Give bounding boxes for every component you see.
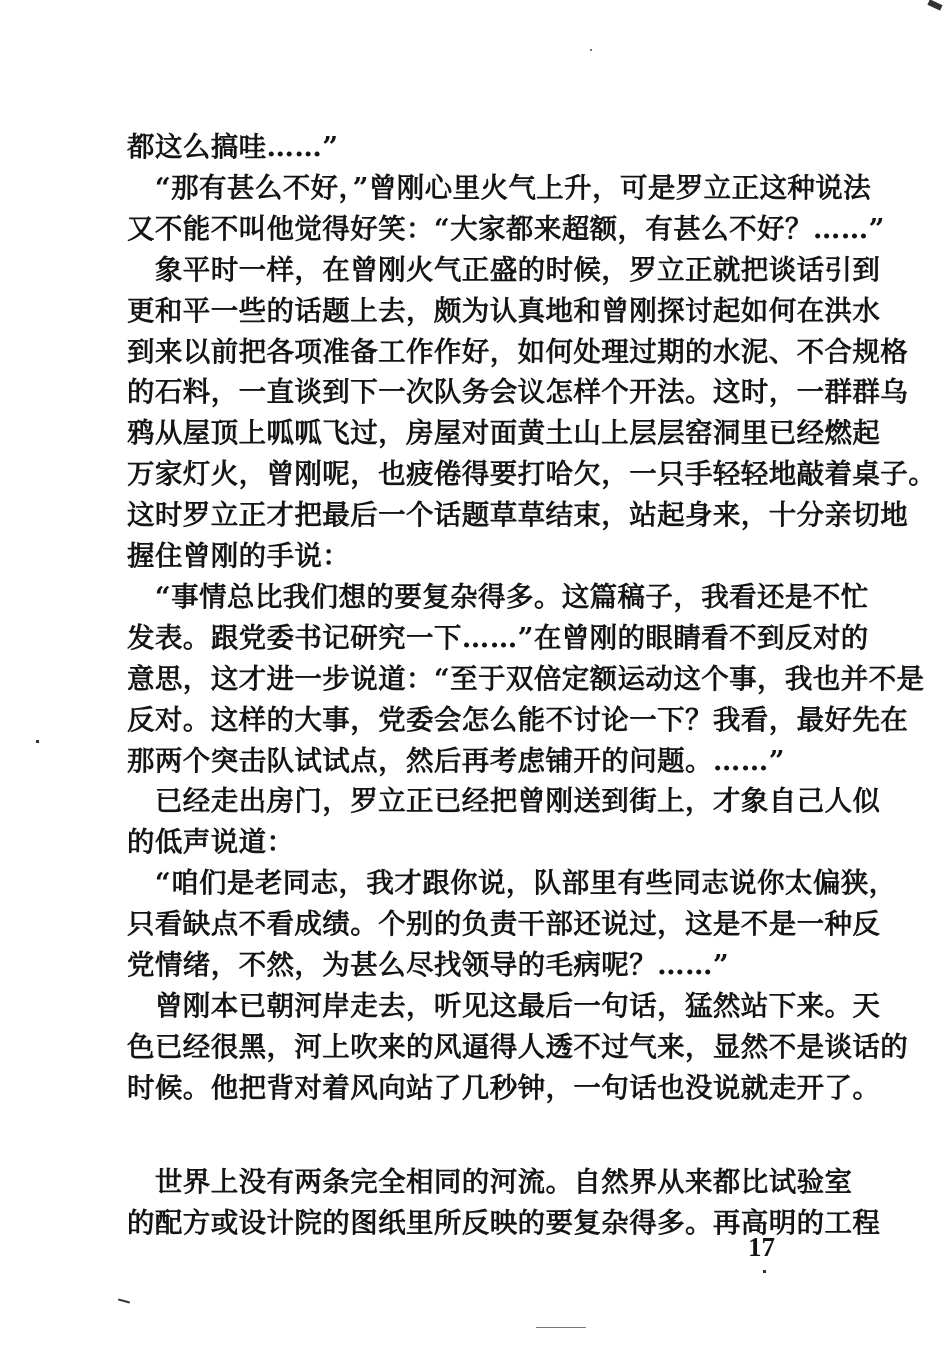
text-line: 的石料，一直谈到下一次队务会议怎样个开法。这时，一群群乌 (127, 376, 909, 409)
text-line: 只看缺点不看成绩。个别的负责干部还说过，这是不是一种反 (127, 908, 881, 941)
text-line: 又不能不叫他觉得好笑：“大家都来超额，有甚么不好？……” (127, 212, 885, 245)
text-line: 的低声说道： (127, 826, 295, 859)
scan-speck (590, 49, 592, 51)
text-line: 万家灯火，曾刚呢，也疲倦得要打哈欠，一只手轻轻地敲着桌子。 (127, 458, 937, 491)
text-line: 已经走出房门，罗立正已经把曾刚送到街上，才象自己人似 (127, 785, 881, 818)
text-line: 色已经很黑，河上吹来的风逼得人透不过气来，显然不是谈话的 (127, 1030, 909, 1063)
text-line: 世界上没有两条完全相同的河流。自然界从来都比试验室 (127, 1165, 853, 1198)
text-line: 那两个突击队试试点，然后再考虑铺开的问题。……” (127, 744, 785, 777)
scan-speck (763, 1270, 766, 1273)
text-line: “咱们是老同志，我才跟你说，队部里有些同志说你太偏狭， (127, 867, 897, 900)
text-line: 曾刚本已朝河岸走去，听见这最后一句话，猛然站下来。天 (127, 989, 881, 1022)
text-line: 的配方或设计院的图纸里所反映的要复杂得多。再高明的工程 (127, 1206, 881, 1239)
text-line: 反对。这样的大事，党委会怎么能不讨论一下？我看，最好先在 (127, 703, 909, 736)
text-line: 鸦从屋顶上呱呱飞过，房屋对面黄土山上层层窑洞里已经燃起 (127, 417, 881, 450)
text-line: 时候。他把背对着风向站了几秒钟，一句话也没说就走开了。 (127, 1071, 881, 1104)
scan-mark-top-right (927, 0, 942, 11)
text-line: 这时罗立正才把最后一个话题草草结束，站起身来，十分亲切地 (127, 499, 909, 532)
text-line: 都这么搞哇……” (127, 131, 339, 163)
text-line: 更和平一些的话题上去，颇为认真地和曾刚探讨起如何在洪水 (127, 294, 881, 327)
text-line: 握住曾刚的手说： (127, 540, 351, 572)
text-line: 到来以前把各项准备工作作好，如何处理过期的水泥、不合规格 (127, 335, 909, 368)
scan-speck (536, 1327, 586, 1328)
text-line: 意思，这才进一步说道：“至于双倍定额运动这个事，我也并不是 (127, 662, 925, 695)
text-line: 象平时一样，在曾刚火气正盛的时候，罗立正就把谈话引到 (127, 253, 881, 286)
text-line: 党情绪，不然，为甚么尽找领导的毛病呢？……” (127, 949, 730, 981)
page-number: 17 (748, 1232, 775, 1262)
text-line: 发表。跟党委书记研究一下……”在曾刚的眼睛看不到反对的 (127, 621, 869, 654)
scan-speck (36, 740, 39, 743)
text-line: “那有甚么不好，”曾刚心里火气上升，可是罗立正这种说法 (127, 171, 872, 204)
scan-speck (118, 1298, 130, 1303)
text-line: “事情总比我们想的要复杂得多。这篇稿子，我看还是不忙 (127, 580, 869, 613)
